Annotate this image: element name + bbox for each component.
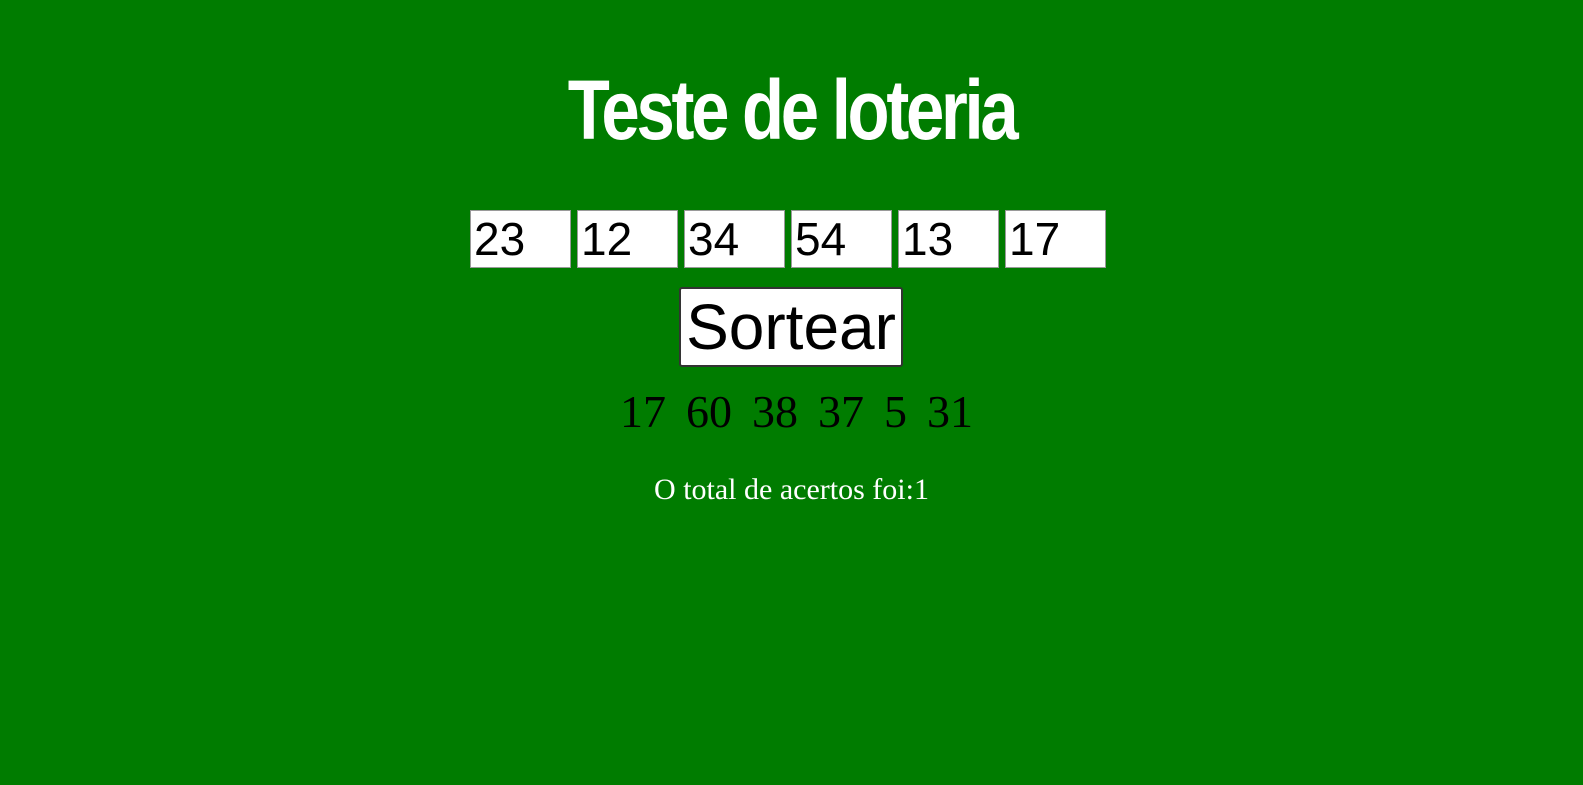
drawn-numbers <box>0 384 1583 440</box>
drawn-number: 60 <box>686 386 732 437</box>
number-input-5[interactable] <box>898 210 999 268</box>
hits-summary: O total de acertos foi:1 <box>654 473 929 506</box>
number-input-4[interactable] <box>791 210 892 268</box>
drawn-number: 17 <box>620 386 666 437</box>
page-title: Teste de loteria <box>567 63 1016 157</box>
number-input-2[interactable] <box>577 210 678 268</box>
drawn-number: 37 <box>818 386 864 437</box>
number-inputs-row <box>470 210 1106 268</box>
number-input-6[interactable] <box>1005 210 1106 268</box>
drawn-number: 38 <box>752 386 798 437</box>
drawn-number: 5 <box>884 386 907 437</box>
number-input-3[interactable] <box>684 210 785 268</box>
draw-button[interactable]: Sortear <box>679 287 903 367</box>
drawn-number: 31 <box>927 386 973 437</box>
number-input-1[interactable] <box>470 210 571 268</box>
